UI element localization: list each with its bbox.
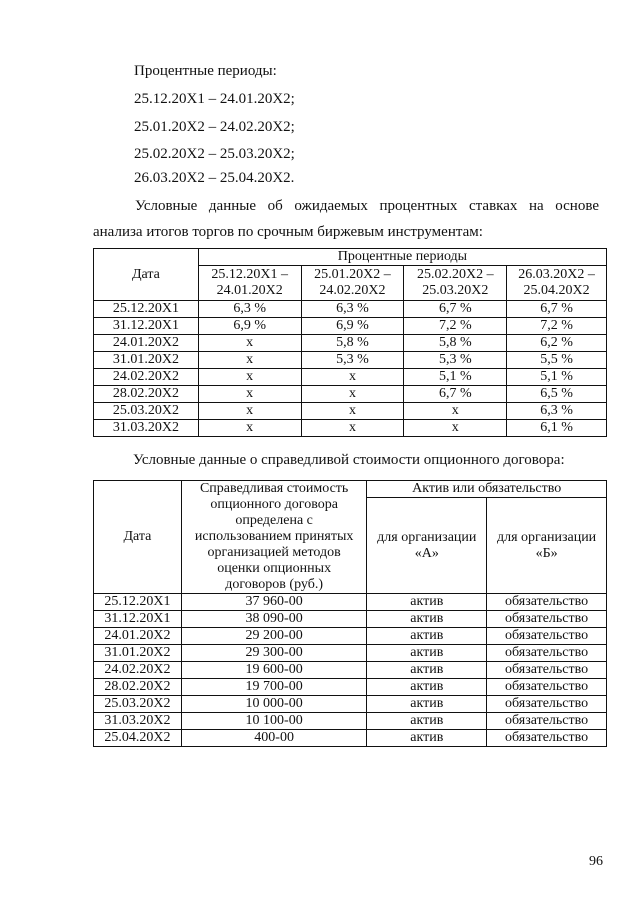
paragraph-line: анализа итогов торгов по срочным биржевым инструментам: <box>93 224 483 240</box>
table-row: 25.12.20Х1 6,3 % 6,3 % 6,7 % 6,7 % <box>94 301 607 318</box>
rates-intro-paragraph <box>93 193 599 245</box>
table-row: 28.02.20Х2 х х 6,7 % 6,5 % <box>94 386 607 403</box>
table-row: 31.03.20Х2 10 100-00 актив обязательство <box>94 713 607 730</box>
table-row: 25.12.20Х1 37 960-00 актив обязательство <box>94 594 607 611</box>
date-header: Дата <box>94 249 199 301</box>
table-row: 31.03.20Х2 х х х 6,1 % <box>94 420 607 437</box>
table-row: 24.01.20Х2 29 200-00 актив обязательство <box>94 628 607 645</box>
period-header: 25.02.20Х2 – 25.03.20Х2 <box>404 266 507 301</box>
period-line: 26.03.20Х2 – 25.04.20Х2. <box>134 170 295 186</box>
org-a-header: для организации «А» <box>367 498 487 594</box>
period-header: 25.12.20Х1 – 24.01.20Х2 <box>198 266 301 301</box>
table-row: 25.03.20Х2 10 000-00 актив обязательство <box>94 696 607 713</box>
fair-value-caption: Условные данные о справедливой стоимости опционного договора: <box>133 452 565 468</box>
period-line: 25.02.20Х2 – 25.03.20Х2; <box>134 146 295 162</box>
date-header: Дата <box>94 481 182 594</box>
table-row: 31.01.20Х2 х 5,3 % 5,3 % 5,5 % <box>94 352 607 369</box>
table-row: 24.01.20Х2 х 5,8 % 5,8 % 6,2 % <box>94 335 607 352</box>
periods-title: Процентные периоды: <box>134 63 277 79</box>
asset-liability-group-header: Актив или обязательство <box>367 481 607 498</box>
periods-group-header: Процентные периоды <box>198 249 606 266</box>
interest-rates-table <box>93 248 607 437</box>
org-b-header: для организации «Б» <box>487 498 607 594</box>
table-row: 31.12.20Х1 38 090-00 актив обязательство <box>94 611 607 628</box>
fair-value-table <box>93 480 607 747</box>
table-row: 25.03.20Х2 х х х 6,3 % <box>94 403 607 420</box>
fair-value-header: Справедливая стоимость опционного договора определена с использованием принятых организацией методов оценки опционных договоров (руб.) <box>181 481 367 594</box>
table-row: 31.01.20Х2 29 300-00 актив обязательство <box>94 645 607 662</box>
table-row: 24.02.20Х2 19 600-00 актив обязательство <box>94 662 607 679</box>
table-row: 25.04.20Х2 400-00 актив обязательство <box>94 730 607 747</box>
period-header: 25.01.20Х2 – 24.02.20Х2 <box>301 266 404 301</box>
period-line: 25.01.20Х2 – 24.02.20Х2; <box>134 119 295 135</box>
period-header: 26.03.20Х2 – 25.04.20Х2 <box>507 266 607 301</box>
page-number: 96 <box>589 854 603 869</box>
period-line: 25.12.20Х1 – 24.01.20Х2; <box>134 91 295 107</box>
table-row: 31.12.20Х1 6,9 % 6,9 % 7,2 % 7,2 % <box>94 318 607 335</box>
table-row: 24.02.20Х2 х х 5,1 % 5,1 % <box>94 369 607 386</box>
table-row: 28.02.20Х2 19 700-00 актив обязательство <box>94 679 607 696</box>
paragraph-line: Условные данные об ожидаемых процентных ставках на основе <box>135 198 599 214</box>
